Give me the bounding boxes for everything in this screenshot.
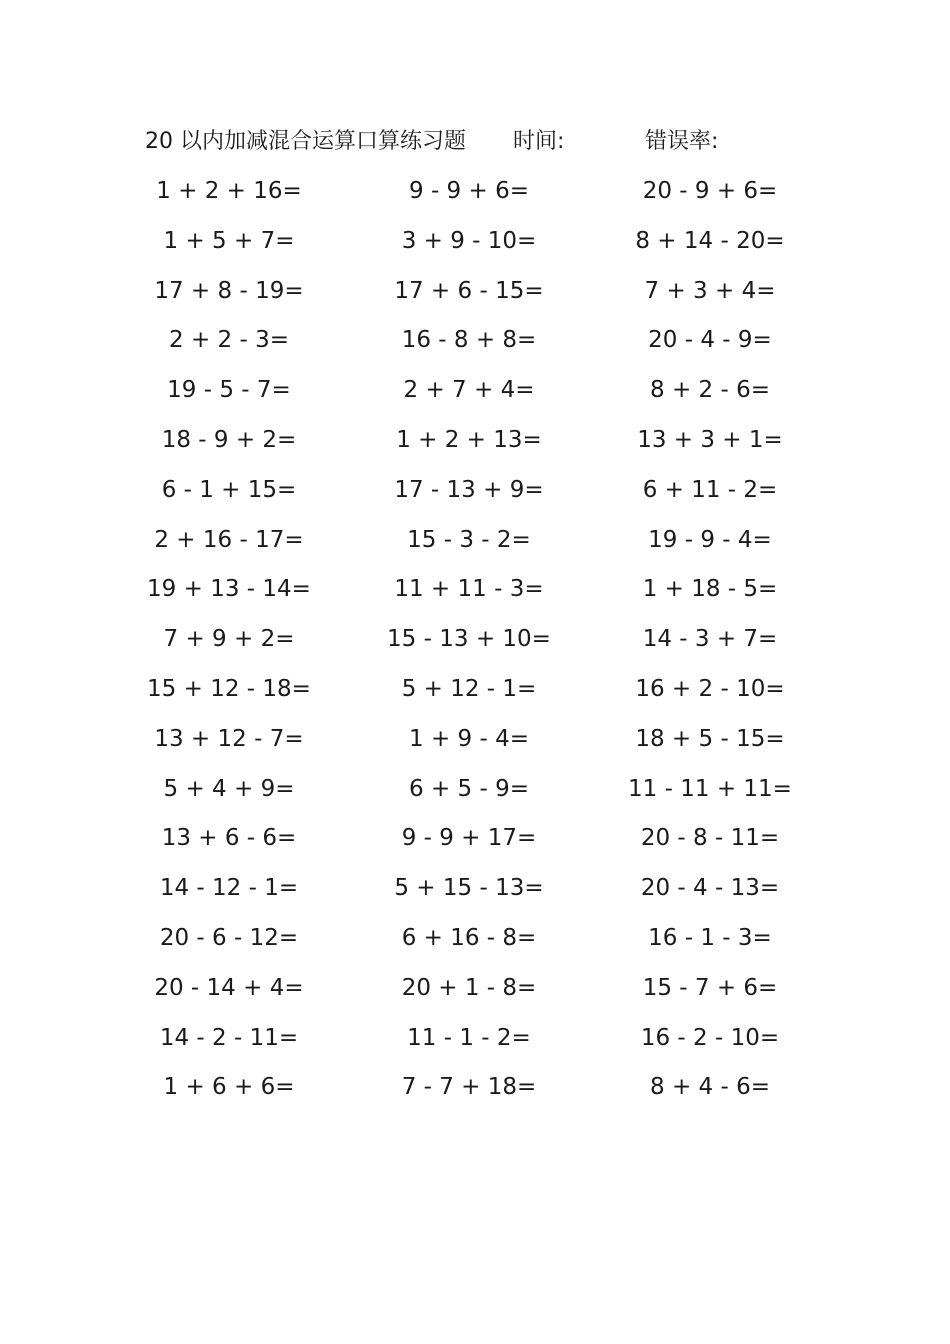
problem-item: 1 + 9 - 4=: [409, 725, 529, 752]
problem-row: [0, 920, 950, 970]
problem-item: 18 + 5 - 15=: [635, 725, 785, 752]
problem-item: 1 + 2 + 13=: [396, 426, 542, 453]
problem-row: [0, 820, 950, 870]
problem-row: [0, 422, 950, 472]
problem-item: 1 + 2 + 16=: [156, 178, 302, 204]
problem-item: 15 - 7 + 6=: [642, 974, 778, 1001]
problem-row: [0, 571, 950, 621]
problem-row: [0, 1020, 950, 1070]
problem-row: [0, 372, 950, 422]
problem-item: 14 - 3 + 7=: [642, 626, 778, 653]
problem-item: 2 + 2 - 3=: [169, 327, 289, 354]
problem-row: [0, 273, 950, 323]
problem-item: 13 + 6 - 6=: [161, 825, 297, 852]
problem-item: 1 + 6 + 6=: [163, 1074, 295, 1101]
problem-item: 9 - 9 + 6=: [409, 178, 529, 204]
problem-item: 7 + 9 + 2=: [163, 626, 295, 653]
problem-row: [0, 771, 950, 821]
problem-item: 20 - 6 - 12=: [159, 924, 299, 951]
problem-item: 2 + 7 + 4=: [403, 377, 535, 404]
problem-item: 11 - 1 - 2=: [407, 1024, 531, 1051]
problem-item: 20 - 4 - 9=: [648, 327, 772, 354]
problem-item: 6 + 16 - 8=: [401, 924, 537, 951]
time-label: 时间:: [513, 129, 565, 154]
problem-item: 5 + 4 + 9=: [163, 775, 295, 802]
problem-item: 19 - 9 - 4=: [648, 526, 772, 553]
problem-row: [0, 671, 950, 721]
problem-row: [0, 522, 950, 572]
problem-grid: [0, 173, 950, 1119]
problem-item: 6 + 5 - 9=: [409, 775, 529, 802]
problem-item: 15 - 3 - 2=: [407, 526, 531, 553]
problem-item: 7 + 3 + 4=: [644, 277, 776, 304]
problem-item: 9 - 9 + 17=: [401, 825, 537, 852]
problem-item: 16 + 2 - 10=: [635, 675, 785, 702]
problem-item: 17 - 13 + 9=: [394, 476, 544, 503]
problem-item: 8 + 14 - 20=: [635, 227, 785, 254]
problem-item: 19 + 13 - 14=: [147, 576, 311, 603]
problem-item: 5 + 12 - 1=: [401, 675, 537, 702]
problem-item: 3 + 9 - 10=: [401, 227, 537, 254]
problem-item: 14 - 2 - 11=: [159, 1024, 299, 1051]
problem-item: 15 + 12 - 18=: [147, 675, 311, 702]
problem-row: [0, 1069, 950, 1119]
problem-item: 20 - 8 - 11=: [640, 825, 780, 852]
problem-item: 17 + 8 - 19=: [154, 277, 304, 304]
problem-item: 20 + 1 - 8=: [401, 974, 537, 1001]
problem-item: 6 - 1 + 15=: [161, 476, 297, 503]
worksheet-title: 20 以内加减混合运算口算练习题: [145, 129, 466, 154]
problem-item: 8 + 2 - 6=: [650, 377, 770, 404]
problem-item: 11 + 11 - 3=: [394, 576, 544, 603]
problem-item: 5 + 15 - 13=: [394, 875, 544, 902]
worksheet-header: [0, 124, 950, 160]
problem-item: 20 - 14 + 4=: [154, 974, 304, 1001]
problem-item: 6 + 11 - 2=: [642, 476, 778, 503]
problem-item: 11 - 11 + 11=: [628, 775, 792, 802]
problem-item: 13 + 12 - 7=: [154, 725, 304, 752]
problem-row: [0, 970, 950, 1020]
problem-item: 13 + 3 + 1=: [637, 426, 783, 453]
problem-item: 16 - 2 - 10=: [640, 1024, 780, 1051]
problem-item: 2 + 16 - 17=: [154, 526, 304, 553]
problem-row: [0, 472, 950, 522]
problem-item: 20 - 4 - 13=: [640, 875, 780, 902]
problem-item: 8 + 4 - 6=: [650, 1074, 770, 1101]
problem-item: 19 - 5 - 7=: [167, 377, 291, 404]
problem-item: 7 - 7 + 18=: [401, 1074, 537, 1101]
problem-item: 1 + 18 - 5=: [642, 576, 778, 603]
problem-item: 16 - 8 + 8=: [401, 327, 537, 354]
problem-item: 14 - 12 - 1=: [159, 875, 299, 902]
problem-item: 18 - 9 + 2=: [161, 426, 297, 453]
problem-row: [0, 870, 950, 920]
problem-item: 15 - 13 + 10=: [387, 626, 551, 653]
problem-item: 16 - 1 - 3=: [648, 924, 772, 951]
problem-row: [0, 721, 950, 771]
problem-row: [0, 223, 950, 273]
problem-item: 20 - 9 + 6=: [642, 178, 778, 204]
problem-item: 17 + 6 - 15=: [394, 277, 544, 304]
problem-row: [0, 621, 950, 671]
problem-item: 1 + 5 + 7=: [163, 227, 295, 254]
problem-row: [0, 322, 950, 372]
error-rate-label: 错误率:: [645, 129, 719, 154]
problem-row: [0, 173, 950, 223]
